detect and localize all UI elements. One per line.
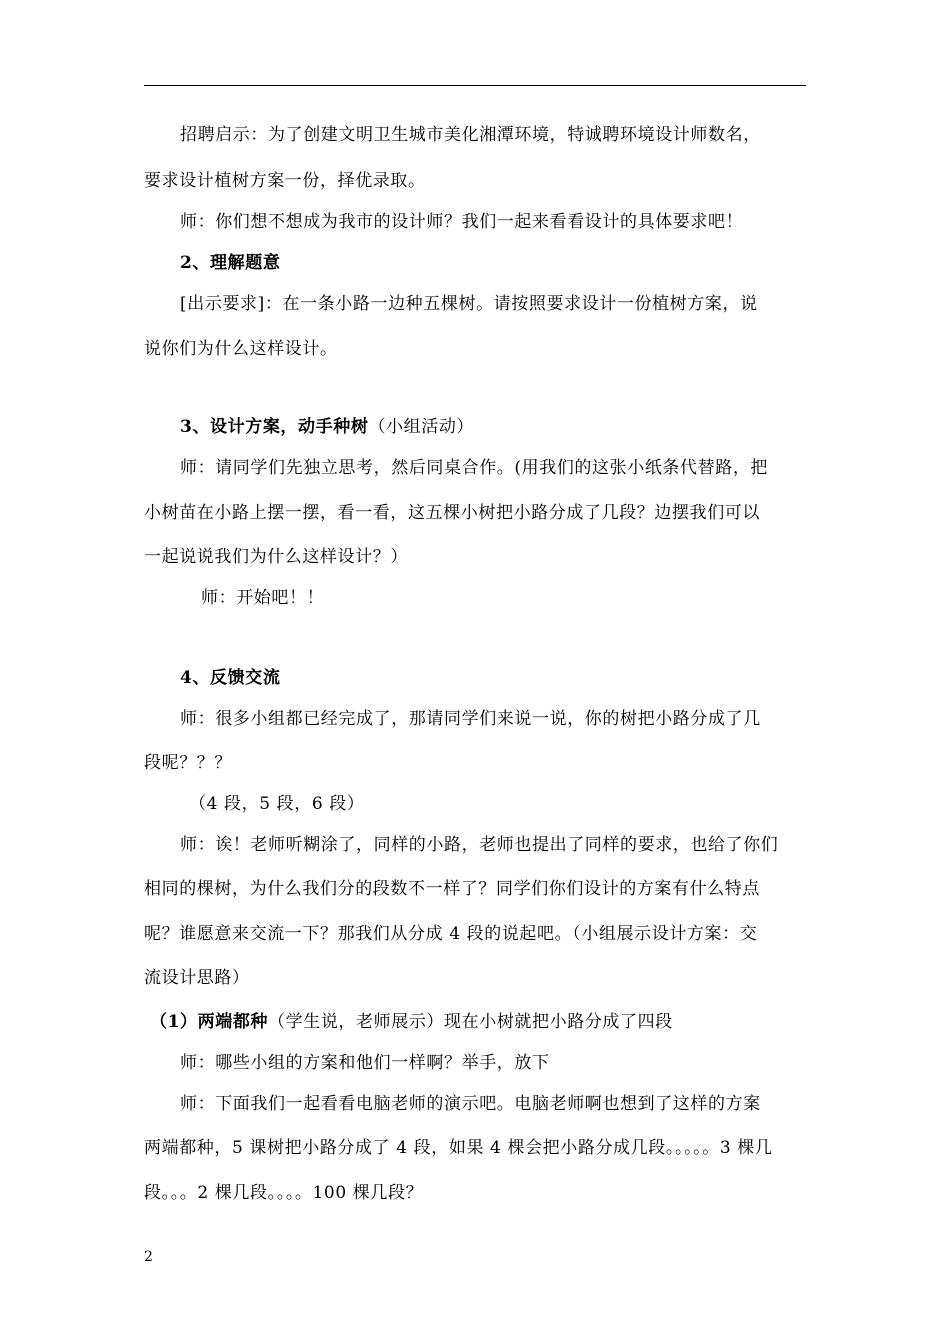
header-rule — [144, 85, 806, 86]
text-line: 一起说说我们为什么这样设计？） — [144, 547, 408, 567]
heading-note: （小组活动） — [368, 417, 475, 437]
text-line: 师：开始吧！！ — [201, 588, 325, 608]
text-line: 段。。。2 棵几段。。。。100 棵几段？ — [144, 1183, 424, 1203]
section-heading-line — [180, 416, 474, 438]
section-heading: （1）两端都种 — [150, 1012, 269, 1032]
text-line: 流设计思路） — [144, 968, 250, 988]
text-line: 说你们为什么这样设计。 — [144, 339, 338, 359]
text-line: 两端都种，5 课树把小路分成了 4 段，如果 4 棵会把小路分成几段。。。。。3 棵几 — [144, 1138, 773, 1158]
heading-note: （学生说，老师展示）现在小树就把小路分成了四段 — [268, 1012, 673, 1032]
text-line: [出示要求]：在一条小路一边种五棵树。请按照要求设计一份植树方案，说 — [180, 294, 758, 314]
section-heading: 3、设计方案，动手种树 — [180, 417, 369, 437]
text-line: 师：下面我们一起看看电脑老师的演示吧。电脑老师啊也想到了这样的方案 — [180, 1094, 761, 1114]
text-line: 师：很多小组都已经完成了，那请同学们来说一说，你的树把小路分成了几 — [180, 709, 761, 729]
text-line: 师：你们想不想成为我市的设计师？我们一起来看看设计的具体要求吧！ — [180, 212, 744, 232]
text-line: 师：哪些小组的方案和他们一样啊？举手，放下 — [180, 1053, 550, 1073]
text-line: 要求设计植树方案一份，择优录取。 — [144, 171, 426, 191]
text-line: 小树苗在小路上摆一摆，看一看，这五棵小树把小路分成了几段？边摆我们可以 — [144, 503, 760, 523]
section-heading: 4、反馈交流 — [180, 668, 281, 688]
text-line: 师：请同学们先独立思考，然后同桌合作。(用我们的这张小纸条代替路，把 — [180, 458, 769, 478]
text-line: 相同的棵树，为什么我们分的段数不一样了？同学们你们设计的方案有什么特点 — [144, 879, 760, 899]
section-heading-line — [150, 1011, 673, 1033]
section-heading: 2、理解题意 — [180, 253, 281, 273]
text-line: （4 段，5 段，6 段） — [189, 794, 365, 814]
text-line: 招聘启示：为了创建文明卫生城市美化湘潭环境，特诚聘环境设计师数名， — [180, 125, 761, 145]
text-line: 师：诶！老师听糊涂了，同样的小路，老师也提出了同样的要求，也给了你们 — [180, 835, 779, 855]
text-line: 呢？谁愿意来交流一下？那我们从分成 4 段的说起吧。（小组展示设计方案：交 — [144, 924, 758, 944]
page-number: 2 — [144, 1249, 153, 1265]
text-line: 段呢？？？ — [144, 753, 232, 773]
